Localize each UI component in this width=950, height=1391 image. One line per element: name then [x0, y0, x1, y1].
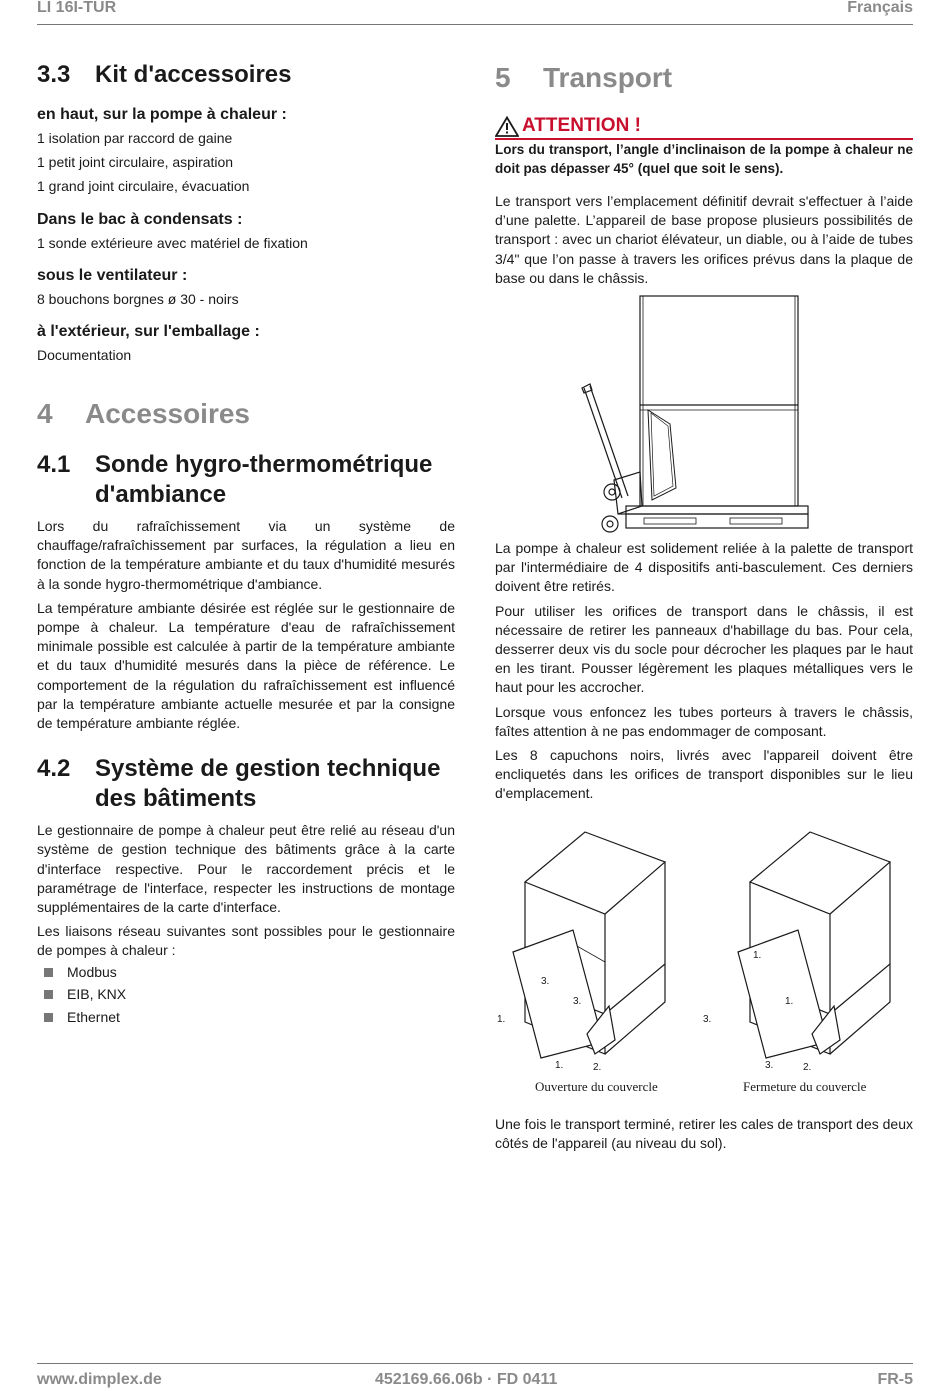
network-list	[37, 961, 455, 1029]
figure-label: 3.	[765, 1060, 774, 1071]
list-item: Ethernet	[37, 1006, 455, 1029]
transport-final-text	[495, 1115, 913, 1153]
paragraph: Les liaisons réseau suivantes sont possibles pour le gestionnaire de pompes à chaleur :	[37, 923, 455, 959]
paragraph: La pompe à chaleur est solidement reliée à la palette de transport par l'intermédiaire de 4 dispositifs anti-basculement. Ces derniers doivent être retirés.	[495, 540, 913, 595]
figure-label: 3.	[703, 1014, 712, 1025]
section-4-1-heading	[37, 450, 455, 510]
warning-text: Lors du transport, l’angle d’inclinaison de la pompe à chaleur ne doit pas dépasser 45° (quel que soit le sens).	[495, 142, 913, 176]
section-number: 4.2	[37, 755, 71, 783]
transport-text-block	[495, 539, 913, 804]
footer-page-number: FR-5	[877, 1371, 913, 1388]
list-item: 1 grand joint circulaire, évacuation	[37, 178, 250, 194]
figure-label: 2.	[593, 1062, 602, 1073]
list-item: 1 isolation par raccord de gaine	[37, 130, 233, 146]
figure-label: 3.	[573, 996, 582, 1007]
section-number: 5	[495, 62, 511, 93]
title-line-1: Système de gestion technique	[95, 755, 441, 783]
footer-doc-number: 452169.66.06b · FD 0411	[375, 1371, 558, 1388]
title-line-2: d'ambiance	[95, 481, 227, 508]
list-item: 1 sonde extérieure avec matériel de fixation	[37, 235, 308, 251]
figure-label: 1.	[753, 950, 762, 961]
warning-title	[495, 114, 913, 138]
section-title	[95, 754, 440, 814]
figure-label: 1.	[555, 1060, 564, 1071]
warning-icon	[495, 116, 519, 137]
caption-close: Fermeture du couvercle	[743, 1079, 867, 1094]
paragraph: Lors du rafraîchissement via un système de chauffage/rafraîchissement par surfaces, la régulation a lieu en fonction de la température ambiante et du taux d'humidité mesurés à la sonde hygro-thermométrique d'ambiance.	[37, 518, 455, 592]
page-footer	[37, 1363, 913, 1391]
group-3-title: sous le ventilateur :	[37, 267, 188, 284]
cover-figures	[495, 822, 913, 1077]
group-4-title: à l'extérieur, sur l'emballage :	[37, 323, 260, 340]
footer-website: www.dimplex.de	[37, 1371, 162, 1388]
group-2-title: Dans le bac à condensats :	[37, 211, 243, 228]
right-column	[495, 60, 913, 288]
header-model: LI 16I-TUR	[37, 0, 117, 16]
section-number: 3.3	[37, 61, 71, 88]
section-title: Transport	[543, 62, 673, 93]
figure-label: 1.	[785, 996, 794, 1007]
section-number: 4.1	[37, 451, 71, 478]
section-3-3-heading	[37, 60, 455, 90]
list-item: Modbus	[37, 961, 455, 984]
paragraph: Une fois le transport terminé, retirer les cales de transport des deux côtés de l'appareil (au niveau du sol).	[495, 1116, 913, 1152]
figure-label: 2.	[803, 1062, 812, 1073]
title-line-1: Sonde hygro-thermométrique	[95, 451, 433, 478]
section-4-2-heading	[37, 754, 455, 814]
figure-label: 1.	[497, 1014, 506, 1025]
title-line-2: des bâtiments	[95, 785, 257, 813]
paragraph: Pour utiliser les orifices de transport dans le châssis, il est nécessaire de retirer les panneaux d'habillage du bas. Pour cela, desserrer deux vis du socle pour décrocher les plaques par le haut en les tirant. Pousser légèrement les plaques métalliques vers le haut pour les accrocher.	[495, 602, 913, 696]
header-language: Français	[847, 0, 913, 16]
caption-open: Ouverture du couvercle	[535, 1079, 658, 1094]
list-item: EIB, KNX	[37, 983, 455, 1006]
figure-label: 3.	[541, 976, 550, 987]
list-item: 8 bouchons borgnes ø 30 - noirs	[37, 291, 239, 307]
paragraph: Le gestionnaire de pompe à chaleur peut être relié au réseau d'un système de gestion technique des bâtiments grâce à la carte d'interface respective. Pour le raccordement précis et le paramétrage de l'interface, respecter les instructions de montage supplémentaires de la carte d'interface.	[37, 822, 455, 916]
section-title: Kit d'accessoires	[95, 61, 292, 88]
paragraph: Le transport vers l’emplacement définitif devrait s'effectuer à l’aide d’une palette. L’appareil de base propose plusieurs possibilités de transport : avec un chariot élévateur, un diable, ou à l’aide de tubes 3/4" que l’on passe à travers les orifices prévus dans la plaque de base ou dans le châssis.	[495, 193, 913, 286]
left-column	[37, 60, 455, 1028]
paragraph: La température ambiante désirée est réglée sur le gestionnaire de pompe à chaleur. La température d'eau de rafraîchissement minimale possible est calculée à partir de la température ambiante et du taux d'humidité mesurés dans la pièce de référence. Le comportement de la régulation du rafraîchissement est influencé par la température ambiante actuelle mesurée et par la consigne de température ambiante réglée.	[37, 599, 455, 732]
page-header	[37, 0, 913, 25]
list-item: 1 petit joint circulaire, aspiration	[37, 154, 234, 170]
section-number: 4	[37, 398, 53, 429]
paragraph: Les 8 capuchons noirs, livrés avec l'appareil doivent être encliquetés dans les orifices de transport disponibles sur le lieu d'emplacement.	[495, 747, 913, 802]
section-title: Accessoires	[85, 398, 251, 429]
warning-label: ATTENTION !	[522, 115, 641, 136]
section-title	[95, 450, 432, 510]
section-4-heading	[37, 396, 455, 432]
list-item: Documentation	[37, 347, 132, 363]
pallet-transport-figure	[570, 292, 815, 534]
paragraph: Lorsque vous enfoncez les tubes porteurs à travers le châssis, faîtes attention à ne pas endommager de composant.	[495, 703, 913, 739]
section-5-heading	[495, 60, 913, 96]
group-1-title: en haut, sur la pompe à chaleur :	[37, 106, 287, 123]
